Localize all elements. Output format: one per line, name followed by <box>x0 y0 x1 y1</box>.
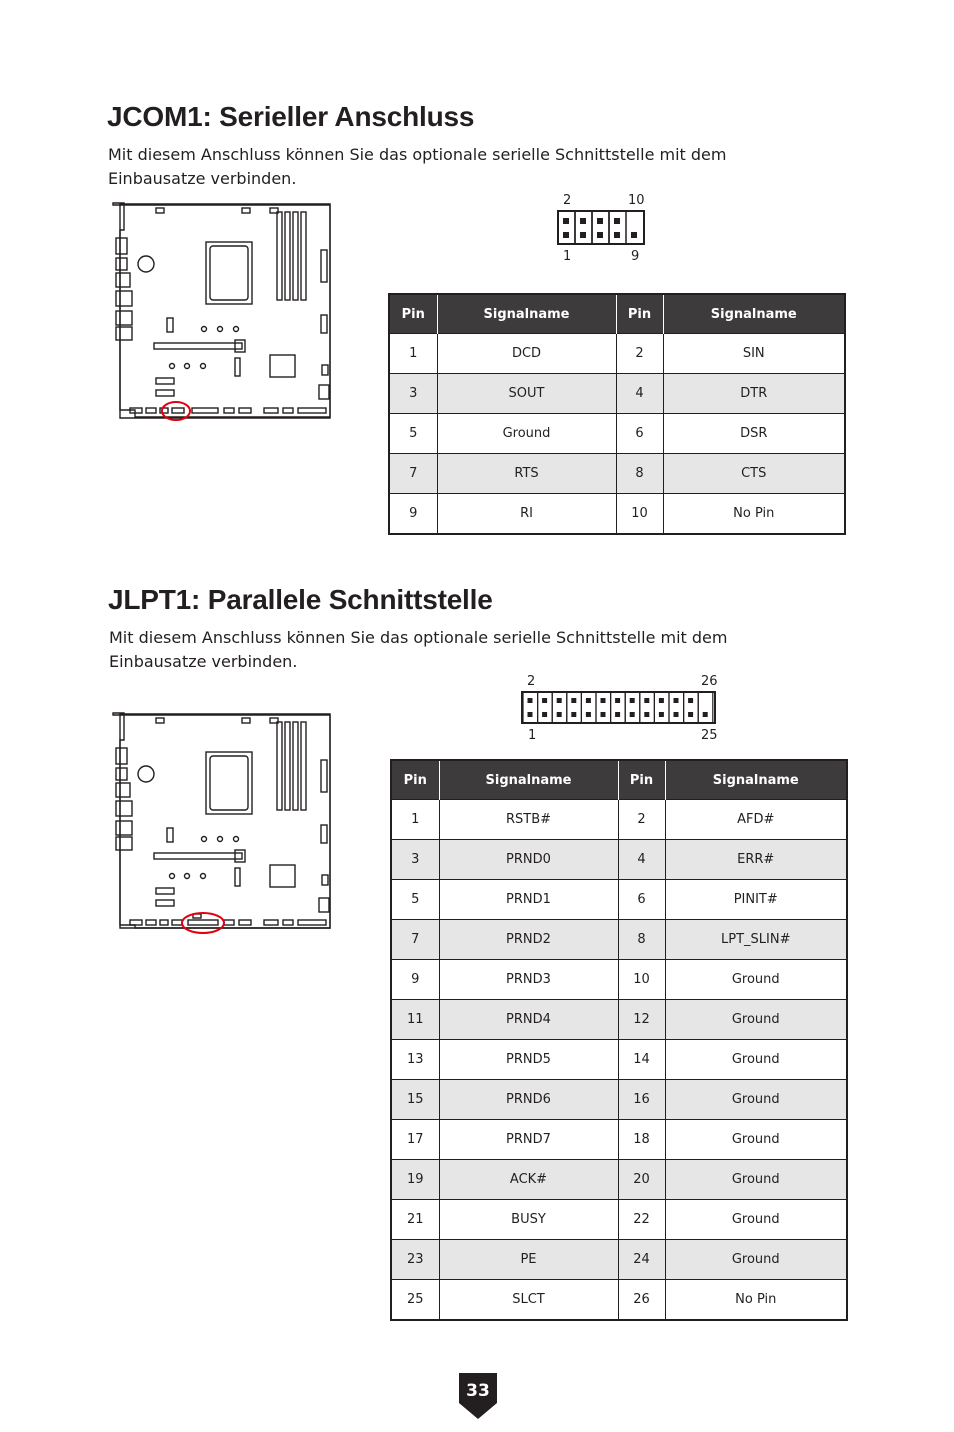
pin-number: 3 <box>391 840 439 880</box>
signal-name: Ground <box>665 1000 847 1040</box>
signal-name: Ground <box>665 1080 847 1120</box>
signal-name: PRND5 <box>439 1040 618 1080</box>
pin <box>542 712 547 717</box>
signal-name: Ground <box>665 960 847 1000</box>
table-row <box>391 960 847 1000</box>
pin-number: 8 <box>618 920 665 960</box>
table-header-row <box>389 294 845 334</box>
pin-number: 9 <box>391 960 439 1000</box>
pin <box>586 698 591 703</box>
pin-number: 6 <box>618 880 665 920</box>
pin-number: 20 <box>618 1160 665 1200</box>
column-header: Pin <box>389 294 437 334</box>
pin <box>557 698 562 703</box>
column-header: Pin <box>616 294 663 334</box>
pin-number: 24 <box>618 1240 665 1280</box>
signal-name: PE <box>439 1240 618 1280</box>
signal-name: CTS <box>663 454 845 494</box>
signal-name: PRND3 <box>439 960 618 1000</box>
pin <box>528 712 533 717</box>
pin-number: 21 <box>391 1200 439 1240</box>
table-row <box>391 920 847 960</box>
pin-number: 3 <box>389 374 437 414</box>
signal-name: No Pin <box>665 1280 847 1321</box>
signal-name: PRND7 <box>439 1120 618 1160</box>
jcom1-label-bottom-left: 1 <box>563 249 572 264</box>
signal-name: Ground <box>437 414 616 454</box>
pin-number: 14 <box>618 1040 665 1080</box>
signal-name: AFD# <box>665 800 847 840</box>
signal-name: LPT_SLIN# <box>665 920 847 960</box>
pin-number: 26 <box>618 1280 665 1321</box>
pin-number: 15 <box>391 1080 439 1120</box>
signal-name: PRND2 <box>439 920 618 960</box>
table-header-row <box>391 760 847 800</box>
signal-name: SOUT <box>437 374 616 414</box>
table-row <box>389 334 845 374</box>
pin-number: 5 <box>389 414 437 454</box>
column-header: Signalname <box>437 294 616 334</box>
jcom1-pin-header-diagram <box>557 210 647 246</box>
signal-name: Ground <box>665 1160 847 1200</box>
jlpt1-title: JLPT1: Parallele Schnittstelle <box>108 584 493 615</box>
pin-number: 1 <box>391 800 439 840</box>
pin <box>644 698 649 703</box>
table-row <box>389 494 845 535</box>
pin-number: 5 <box>391 880 439 920</box>
pin-number: 12 <box>618 1000 665 1040</box>
pin-number: 7 <box>391 920 439 960</box>
jcom1-label-top-right: 10 <box>628 193 645 208</box>
pin <box>703 712 708 717</box>
pin-number: 22 <box>618 1200 665 1240</box>
signal-name: Ground <box>665 1200 847 1240</box>
table-row <box>391 840 847 880</box>
pin <box>688 698 693 703</box>
table-row <box>391 1040 847 1080</box>
signal-name: RTS <box>437 454 616 494</box>
pin-number: 10 <box>618 960 665 1000</box>
pin <box>571 712 576 717</box>
pin <box>571 698 576 703</box>
signal-name: RI <box>437 494 616 535</box>
signal-name: PINIT# <box>665 880 847 920</box>
pin <box>630 712 635 717</box>
signal-name: DTR <box>663 374 845 414</box>
signal-name: DCD <box>437 334 616 374</box>
signal-name: PRND1 <box>439 880 618 920</box>
jlpt1-label-top-right: 26 <box>701 674 718 689</box>
jcom1-label-top-left: 2 <box>563 193 572 208</box>
pin <box>659 712 664 717</box>
column-header: Pin <box>391 760 439 800</box>
pin <box>644 712 649 717</box>
pin-number: 8 <box>616 454 663 494</box>
jlpt1-description: Mit diesem Anschluss können Sie das optionale serielle Schnittstelle mit dem Einbausatze verbinden. <box>109 628 728 671</box>
pin <box>528 698 533 703</box>
pin-number: 10 <box>616 494 663 535</box>
table-row <box>391 1200 847 1240</box>
pin-number: 18 <box>618 1120 665 1160</box>
pin <box>615 698 620 703</box>
table-row <box>391 1080 847 1120</box>
jcom1-board-diagram <box>110 200 335 425</box>
signal-name: PRND0 <box>439 840 618 880</box>
pin-number: 23 <box>391 1240 439 1280</box>
table-row <box>391 800 847 840</box>
signal-name: No Pin <box>663 494 845 535</box>
pin-number: 16 <box>618 1080 665 1120</box>
jlpt1-label-bottom-right: 25 <box>701 728 718 743</box>
jcom1-title: JCOM1: Serieller Anschluss <box>107 101 475 132</box>
table-row <box>389 414 845 454</box>
pin-number: 2 <box>618 800 665 840</box>
pin-number: 2 <box>616 334 663 374</box>
table-row <box>391 1240 847 1280</box>
table-row <box>391 1280 847 1321</box>
table-row <box>389 454 845 494</box>
pin <box>615 712 620 717</box>
table-row <box>391 880 847 920</box>
signal-name: BUSY <box>439 1200 618 1240</box>
table-row <box>391 1160 847 1200</box>
pin <box>601 712 606 717</box>
signal-name: Ground <box>665 1120 847 1160</box>
jlpt1-pin-header-diagram <box>520 690 718 726</box>
pin-number: 13 <box>391 1040 439 1080</box>
jlpt1-label-bottom-left: 1 <box>528 728 537 743</box>
pin-number: 4 <box>616 374 663 414</box>
signal-name: ACK# <box>439 1160 618 1200</box>
column-header: Signalname <box>439 760 618 800</box>
pin-number: 9 <box>389 494 437 535</box>
jlpt1-pin-table <box>390 759 848 1321</box>
column-header: Signalname <box>665 760 847 800</box>
column-header: Signalname <box>663 294 845 334</box>
pin <box>674 712 679 717</box>
signal-name: ERR# <box>665 840 847 880</box>
jcom1-description: Mit diesem Anschluss können Sie das optionale serielle Schnittstelle mit dem Einbausatze verbinden. <box>108 145 727 188</box>
page-number: 33 <box>466 1381 490 1401</box>
signal-name: PRND6 <box>439 1080 618 1120</box>
signal-name: SLCT <box>439 1280 618 1321</box>
pin <box>630 698 635 703</box>
pin <box>586 712 591 717</box>
table-row <box>389 374 845 414</box>
pin <box>557 712 562 717</box>
pin-number: 25 <box>391 1280 439 1321</box>
pin <box>688 712 693 717</box>
signal-name: PRND4 <box>439 1000 618 1040</box>
column-header: Pin <box>618 760 665 800</box>
jcom1-pin-table <box>388 293 846 535</box>
pin <box>542 698 547 703</box>
signal-name: Ground <box>665 1240 847 1280</box>
jlpt1-board-diagram <box>110 710 335 940</box>
jlpt1-label-top-left: 2 <box>527 674 536 689</box>
pin-number: 17 <box>391 1120 439 1160</box>
signal-name: Ground <box>665 1040 847 1080</box>
signal-name: SIN <box>663 334 845 374</box>
jcom1-label-bottom-right: 9 <box>631 249 640 264</box>
table-row <box>391 1120 847 1160</box>
pin-number: 19 <box>391 1160 439 1200</box>
pin-number: 1 <box>389 334 437 374</box>
pin <box>659 698 664 703</box>
signal-name: DSR <box>663 414 845 454</box>
signal-name: RSTB# <box>439 800 618 840</box>
pin-number: 11 <box>391 1000 439 1040</box>
pin <box>601 698 606 703</box>
pin-number: 6 <box>616 414 663 454</box>
table-row <box>391 1000 847 1040</box>
pin <box>674 698 679 703</box>
pin-number: 7 <box>389 454 437 494</box>
pin-number: 4 <box>618 840 665 880</box>
